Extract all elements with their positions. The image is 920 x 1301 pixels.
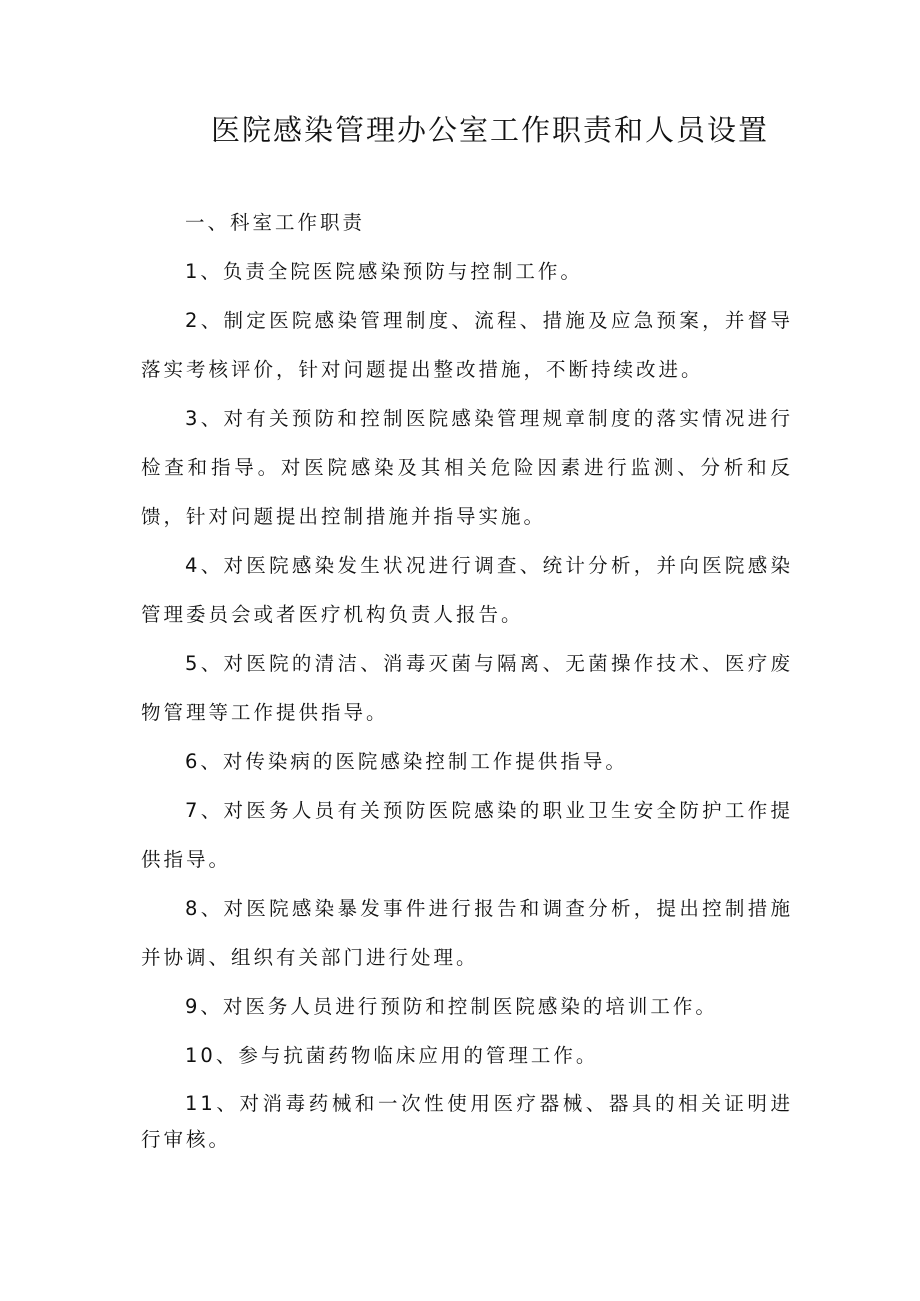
document-title: 医院感染管理办公室工作职责和人员设置 (210, 113, 769, 147)
duty-item-11: 11、对消毒药械和一次性使用医疗器械、器具的相关证明进行审核。 (141, 1092, 793, 1151)
section-heading: 一、科室工作职责 (185, 211, 366, 234)
duty-item-3: 3、对有关预防和控制医院感染管理规章制度的落实情况进行检查和指导。对医院感染及其相关危险因素进行监测、分析和反馈，针对问题提出控制措施并指导实施。 (141, 407, 793, 528)
duty-item-7: 7、对医务人员有关预防医院感染的职业卫生安全防护工作提供指导。 (141, 799, 793, 871)
duty-item-2: 2、制定医院感染管理制度、流程、措施及应急预案，并督导落实考核评价，针对问题提出整改措施，不断持续改进。 (141, 309, 793, 381)
duty-item-8: 8、对医院感染暴发事件进行报告和调查分析，提出控制措施并协调、组织有关部门进行处理。 (141, 897, 793, 969)
duty-item-6: 6、对传染病的医院感染控制工作提供指导。 (185, 750, 628, 773)
duty-item-10: 10、参与抗菌药物临床应用的管理工作。 (185, 1044, 599, 1067)
duty-item-9: 9、对医务人员进行预防和控制医院感染的培训工作。 (185, 995, 718, 1018)
document-body (141, 198, 793, 1158)
duty-item-5: 5、对医院的清洁、消毒灭菌与隔离、无菌操作技术、医疗废物管理等工作提供指导。 (141, 652, 793, 724)
duty-item-4: 4、对医院感染发生状况进行调查、统计分析，并向医院感染管理委员会或者医疗机构负责人报告。 (141, 554, 793, 626)
duty-item-1: 1、负责全院医院感染预防与控制工作。 (185, 260, 583, 283)
